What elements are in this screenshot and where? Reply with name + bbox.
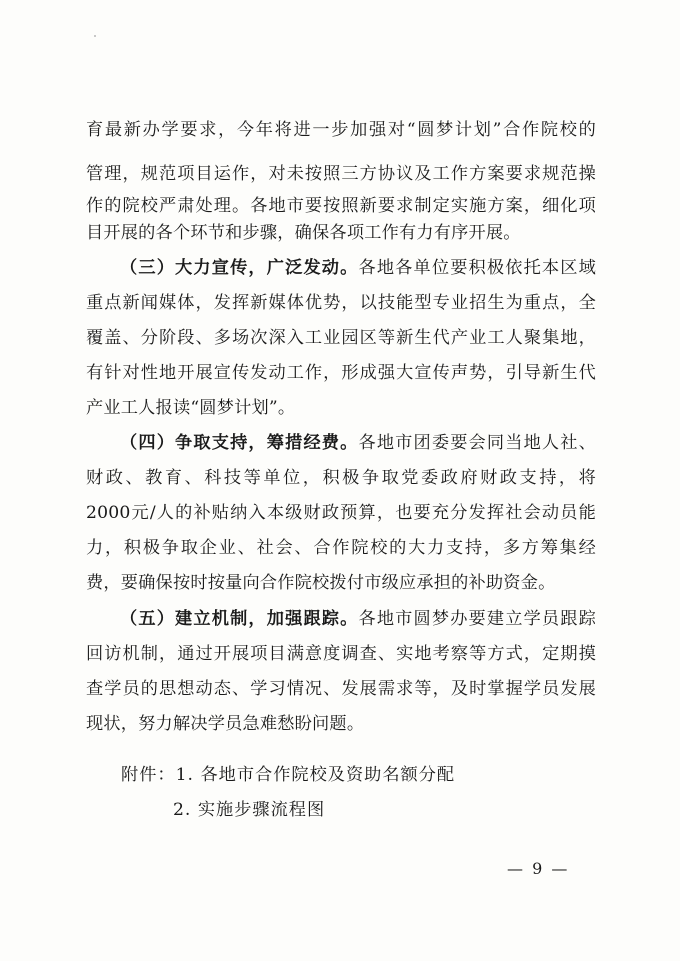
page-number: — 9 — bbox=[507, 859, 570, 878]
paragraph-line: 回访机制，通过开展项目满意度调查、实地考察等方式，定期摸 bbox=[86, 644, 596, 664]
scan-speck bbox=[94, 35, 96, 37]
paragraph-line: 现状，努力解决学员急难愁盼问题。 bbox=[86, 714, 365, 734]
attachment-label: 附件： bbox=[121, 765, 176, 785]
paragraph-line: 财政、教育、科技等单位，积极争取党委政府财政支持，将 bbox=[86, 468, 596, 488]
paragraph-line: 管理，规范项目运作，对未按照三方协议及工作方案要求规范操 bbox=[86, 164, 596, 184]
paragraph-line: 覆盖、分阶段、多场次深入工业园区等新生代产业工人聚集地， bbox=[86, 328, 596, 348]
paragraph-line: 产业工人报读“圆梦计划”。 bbox=[86, 398, 296, 418]
paragraph-line: 费，要确保按时按量向合作院校拨付市级应承担的补助资金。 bbox=[86, 573, 556, 593]
section-4-heading: （四）争取支持，筹措经费。 bbox=[120, 433, 359, 453]
section-4-first-line-text: 各地市团委要会同当地人社、 bbox=[358, 433, 596, 453]
section-3-heading: （三）大力宣传，广泛发动。 bbox=[120, 258, 359, 278]
paragraph-line: 作的院校严肃处理。各地市要按照新要求制定实施方案，细化项 bbox=[86, 196, 596, 216]
paragraph-line: 目开展的各个环节和步骤，确保各项工作有力有序开展。 bbox=[86, 223, 521, 243]
paragraph-line: 重点新闻媒体，发挥新媒体优势，以技能型专业招生为重点，全 bbox=[86, 293, 596, 313]
section-5-first-line-text: 各地市圆梦办要建立学员跟踪 bbox=[358, 609, 596, 629]
section-5-heading: （五）建立机制，加强跟踪。 bbox=[120, 609, 359, 629]
section-5-first-line bbox=[120, 607, 596, 631]
section-4-first-line bbox=[120, 431, 596, 455]
attachment-item: 2. 实施步骤流程图 bbox=[173, 800, 326, 820]
attachment-item: 1. 各地市合作院校及资助名额分配 bbox=[175, 765, 456, 785]
paragraph-line: 2000元/人的补贴纳入本级财政预算，也要充分发挥社会动员能 bbox=[86, 503, 596, 523]
paragraph-line: 查学员的思想动态、学习情况、发展需求等，及时掌握学员发展 bbox=[86, 679, 596, 699]
paragraph-line: 有针对性地开展宣传发动工作，形成强大宣传声势，引导新生代 bbox=[86, 363, 596, 383]
section-3-first-line bbox=[120, 256, 596, 280]
attachment-line-1 bbox=[121, 763, 455, 787]
paragraph-line: 力，积极争取企业、社会、合作院校的大力支持，多方筹集经 bbox=[86, 538, 596, 558]
paragraph-line: 育最新办学要求，今年将进一步加强对“圆梦计划”合作院校的 bbox=[86, 120, 596, 140]
section-3-first-line-text: 各地各单位要积极依托本区域 bbox=[358, 258, 596, 278]
